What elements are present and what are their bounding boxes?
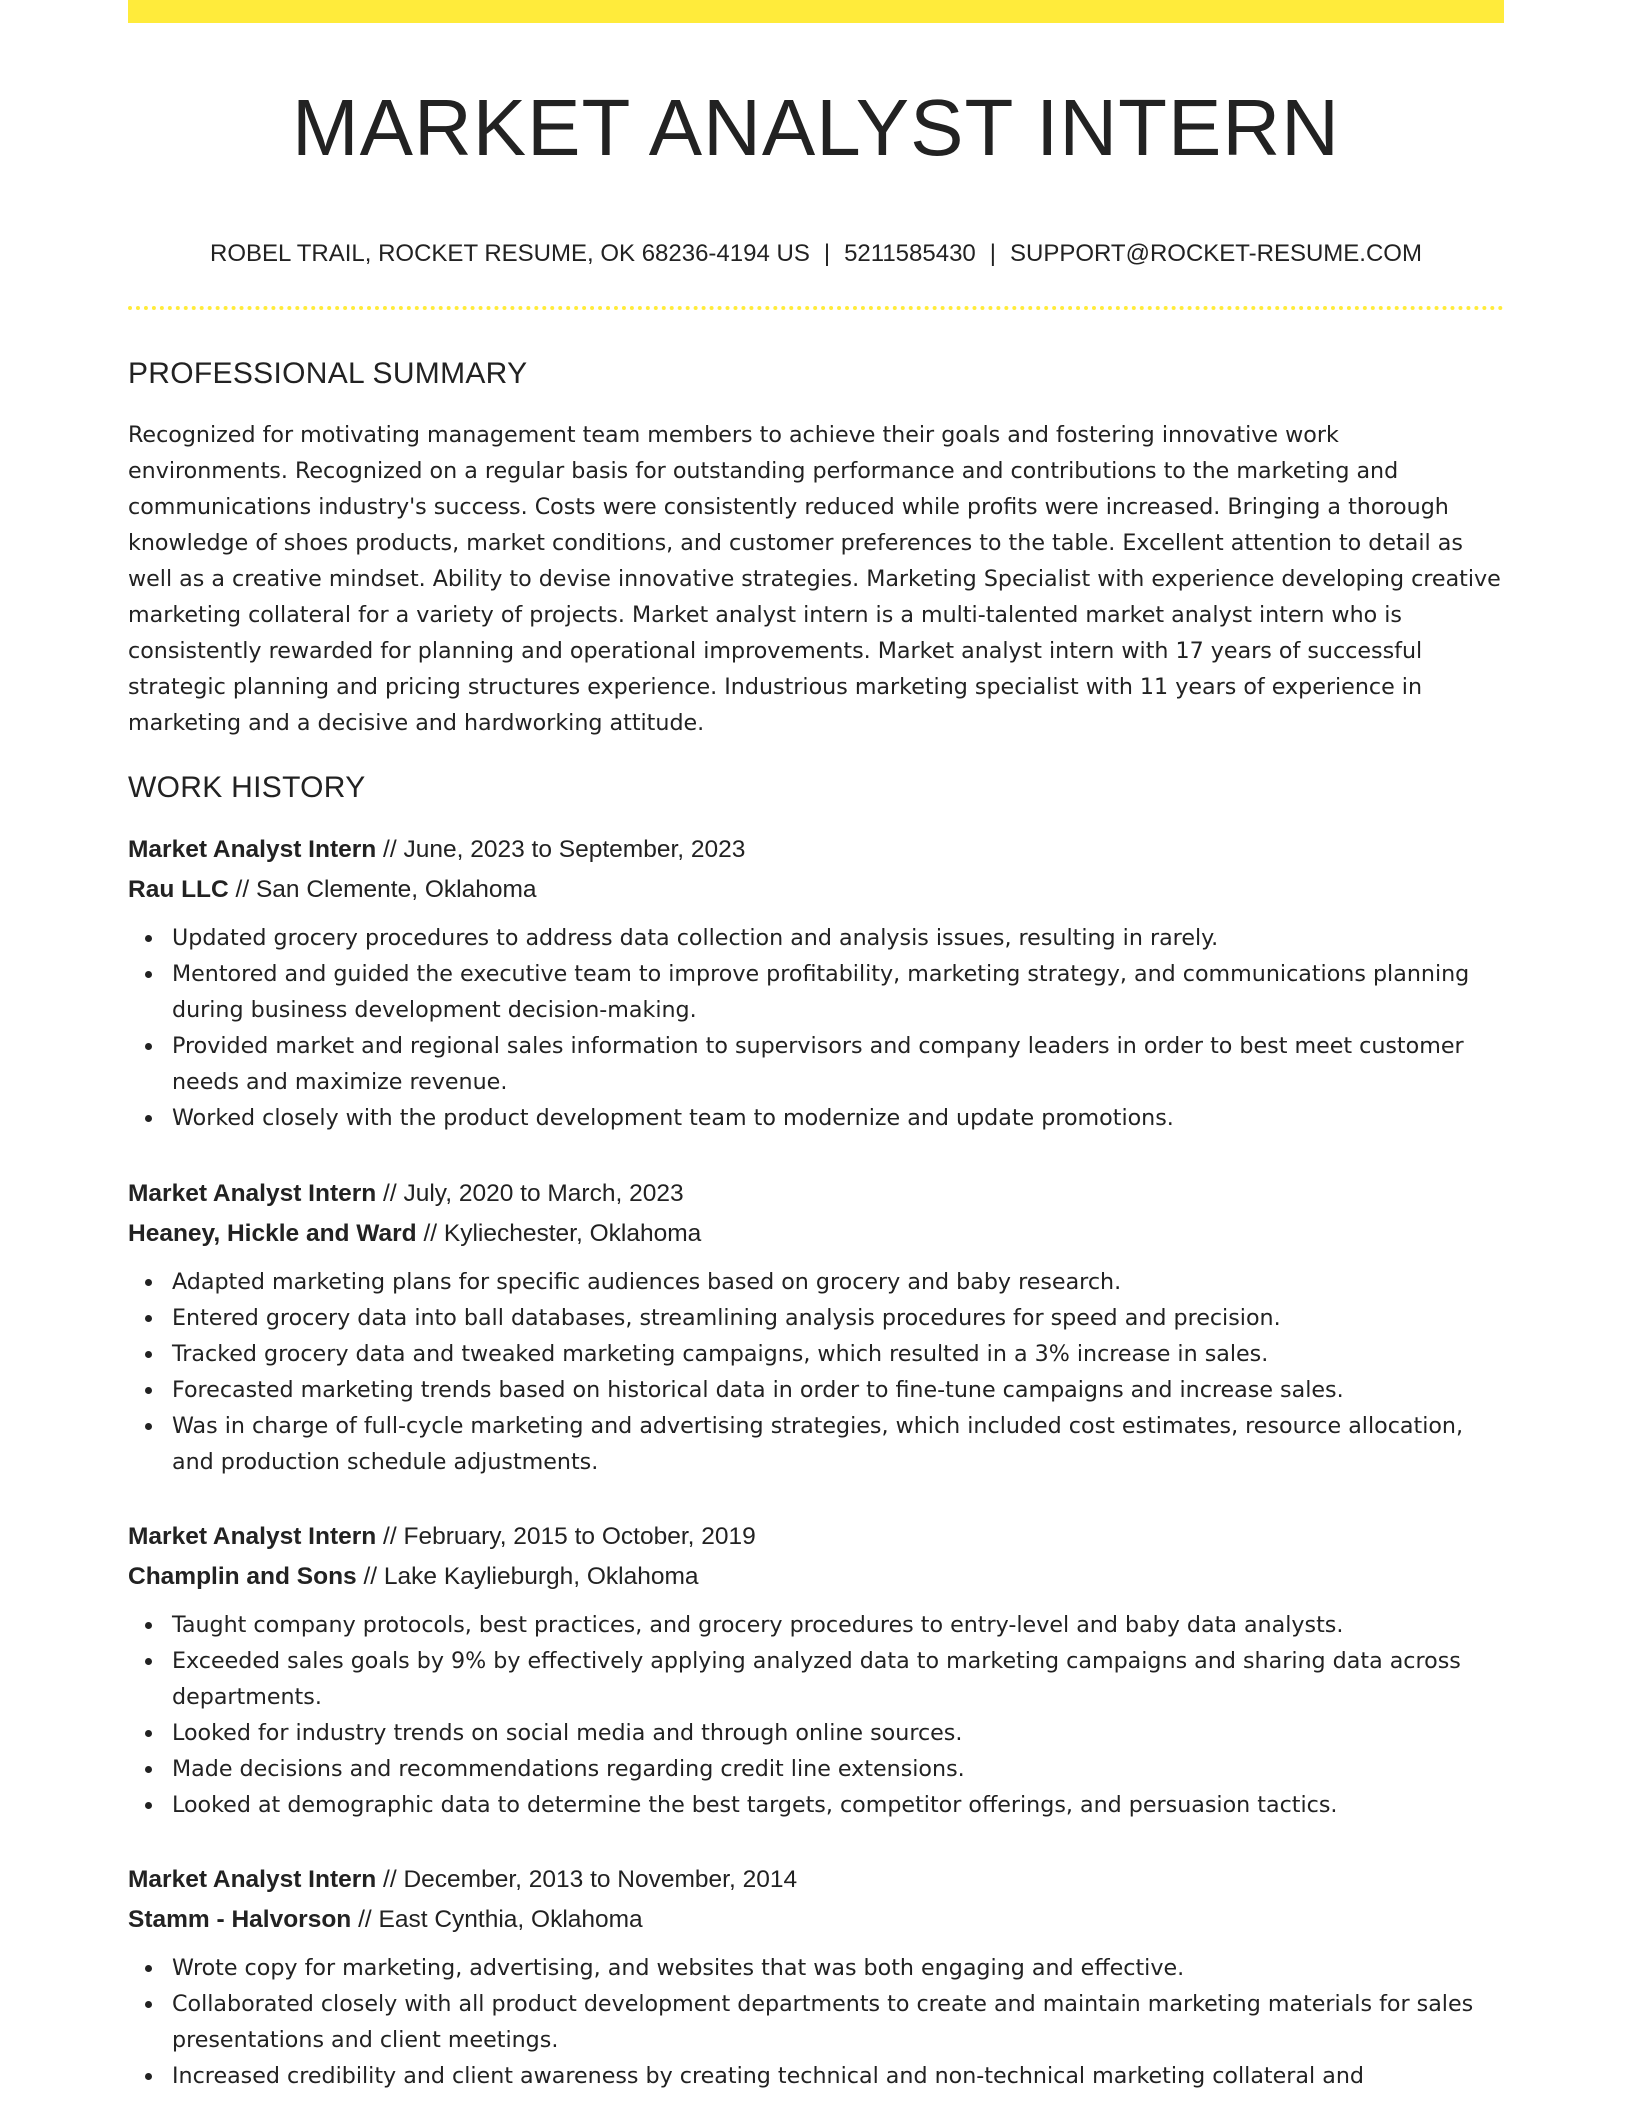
job-company: Heaney, Hickle and Ward	[128, 1220, 417, 1247]
resume-name: MARKET ANALYST INTERN	[292, 83, 1340, 172]
job-title: Market Analyst Intern	[128, 836, 377, 863]
job-company-line	[128, 870, 1504, 910]
job-entry	[128, 1860, 1504, 2094]
top-accent-bar	[128, 0, 1504, 23]
contact-address: ROBEL TRAIL, ROCKET RESUME, OK 68236-4194 US	[210, 240, 810, 267]
job-bullets	[128, 1950, 1504, 2094]
job-company-line	[128, 1900, 1504, 1940]
job-entry	[128, 830, 1504, 1136]
job-title-line	[128, 830, 1504, 870]
job-bullet: Tracked grocery data and tweaked marketing campaigns, which resulted in a 3% increase in sales.	[172, 1336, 1504, 1372]
job-title: Market Analyst Intern	[128, 1180, 377, 1207]
job-bullets	[128, 920, 1504, 1136]
job-company: Stamm - Halvorson	[128, 1906, 352, 1933]
job-entry	[128, 1174, 1504, 1480]
job-title-line	[128, 1174, 1504, 1214]
job-bullet: Wrote copy for marketing, advertising, and websites that was both engaging and effective.	[172, 1950, 1504, 1986]
summary-text: Recognized for motivating management team members to achieve their goals and fostering innovative work environments. Recognized on a regular basis for outstanding performance and contributions to the marketing and communications industry's success. Costs were consistently reduced while profits were increased. Bringing a thorough knowledge of shoes products, market conditions, and customer preferences to the table. Excellent attention to detail as well as a creative mindset. Ability to devise innovative strategies. Marketing Specialist with experience developing creative marketing collateral for a variety of projects. Market analyst intern is a multi-talented market analyst intern who is consistently rewarded for planning and operational improvements. Market analyst intern with 17 years of successful strategic planning and pricing structures experience. Industrious marketing specialist with 11 years of experience in marketing and a decisive and hardworking attitude.	[128, 422, 1501, 736]
job-bullets	[128, 1264, 1504, 1480]
job-bullet: Updated grocery procedures to address data collection and analysis issues, resulting in rarely.	[172, 920, 1504, 956]
job-bullet: Collaborated closely with all product development departments to create and maintain marketing materials for sales presentations and client meetings.	[172, 1986, 1504, 2058]
job-bullet: Entered grocery data into ball databases, streamlining analysis procedures for speed and precision.	[172, 1300, 1504, 1336]
contact-separator: |	[989, 240, 996, 267]
job-title-line	[128, 1517, 1504, 1557]
job-bullets	[128, 1607, 1504, 1823]
job-company: Champlin and Sons	[128, 1563, 357, 1590]
job-bullet: Taught company protocols, best practices, and grocery procedures to entry-level and baby data analysts.	[172, 1607, 1504, 1643]
job-bullet: Forecasted marketing trends based on historical data in order to fine-tune campaigns and increase sales.	[172, 1372, 1504, 1408]
work-history-heading: WORK HISTORY	[128, 771, 366, 804]
job-dates: // December, 2013 to November, 2014	[376, 1866, 798, 1893]
job-location: // San Clemente, Oklahoma	[228, 876, 537, 903]
job-bullet: Looked at demographic data to determine the best targets, competitor offerings, and persuasion tactics.	[172, 1787, 1504, 1823]
job-dates: // June, 2023 to September, 2023	[376, 836, 746, 863]
job-location: // Kyliechester, Oklahoma	[416, 1220, 702, 1247]
job-company-line	[128, 1557, 1504, 1597]
job-title-line	[128, 1860, 1504, 1900]
job-company: Rau LLC	[128, 876, 229, 903]
job-bullet: Made decisions and recommendations regarding credit line extensions.	[172, 1751, 1504, 1787]
job-bullet: Looked for industry trends on social media and through online sources.	[172, 1715, 1504, 1751]
job-dates: // February, 2015 to October, 2019	[376, 1523, 756, 1550]
header-divider	[128, 306, 1504, 310]
job-title: Market Analyst Intern	[128, 1866, 377, 1893]
job-dates: // July, 2020 to March, 2023	[376, 1180, 684, 1207]
job-location: // East Cynthia, Oklahoma	[351, 1906, 643, 1933]
job-bullet: Adapted marketing plans for specific audiences based on grocery and baby research.	[172, 1264, 1504, 1300]
summary-heading: PROFESSIONAL SUMMARY	[128, 357, 528, 390]
job-company-line	[128, 1214, 1504, 1254]
job-location: // Lake Kaylieburgh, Oklahoma	[356, 1563, 699, 1590]
job-bullet: Mentored and guided the executive team to improve profitability, marketing strategy, and communications planning during business development decision-making.	[172, 956, 1504, 1028]
contact-email: SUPPORT@ROCKET-RESUME.COM	[1010, 240, 1422, 267]
job-title: Market Analyst Intern	[128, 1523, 377, 1550]
job-bullet: Increased credibility and client awareness by creating technical and non-technical marketing collateral and	[172, 2058, 1504, 2094]
job-bullet: Worked closely with the product development team to modernize and update promotions.	[172, 1100, 1504, 1136]
contact-line	[128, 236, 1504, 272]
job-bullet: Was in charge of full-cycle marketing and advertising strategies, which included cost estimates, resource allocation, and production schedule adjustments.	[172, 1408, 1504, 1480]
contact-phone: 5211585430	[844, 240, 976, 267]
job-bullet: Provided market and regional sales information to supervisors and company leaders in order to best meet customer needs and maximize revenue.	[172, 1028, 1504, 1100]
contact-separator: |	[823, 240, 831, 267]
job-bullet: Exceeded sales goals by 9% by effectively applying analyzed data to marketing campaigns and sharing data across departments.	[172, 1643, 1504, 1715]
job-entry	[128, 1517, 1504, 1823]
